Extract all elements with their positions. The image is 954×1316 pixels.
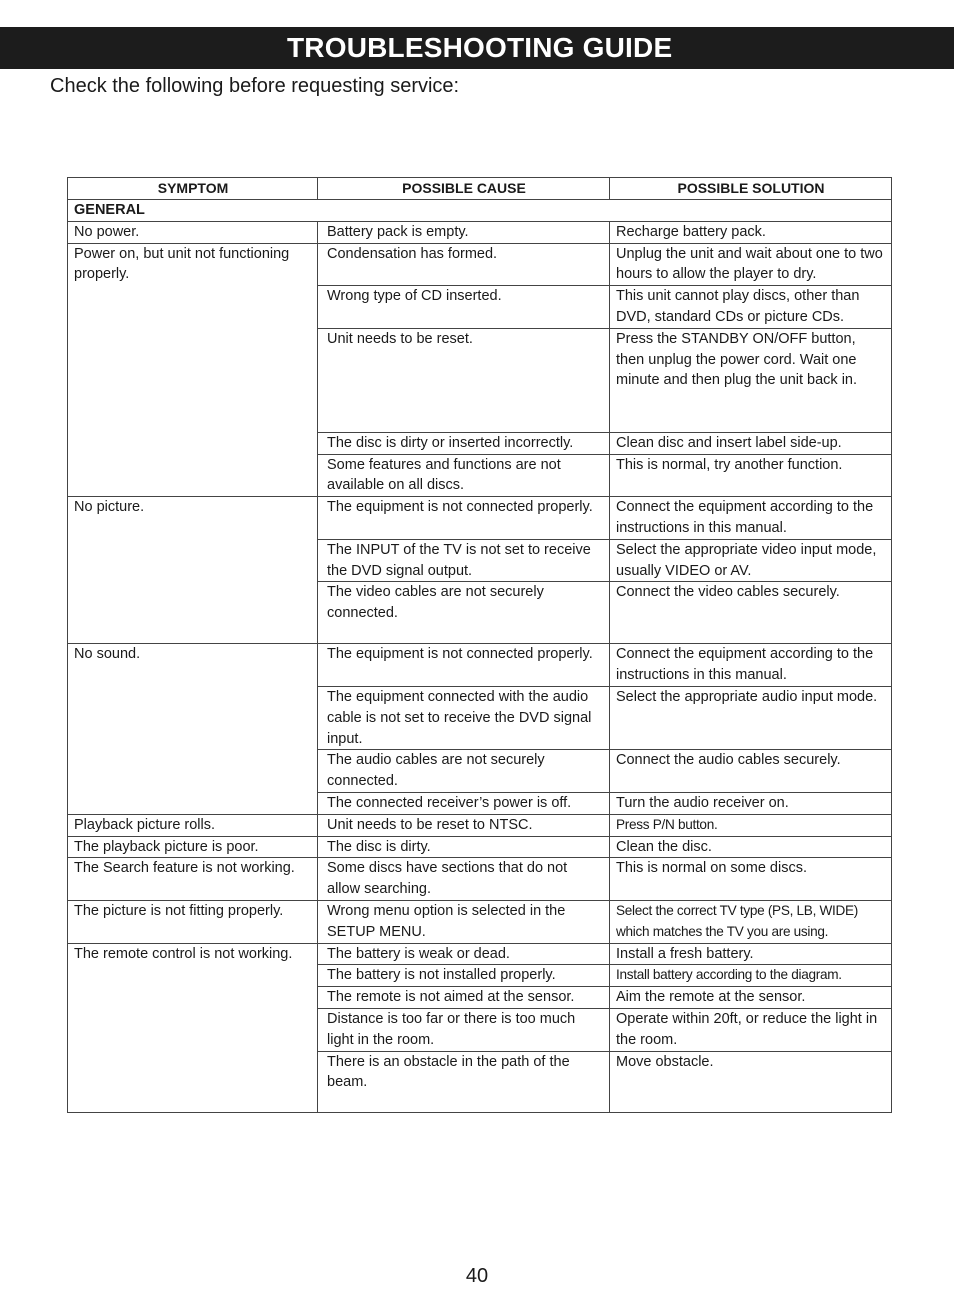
solution-cell: This is normal, try another function.: [610, 454, 892, 497]
solution-cell: Install a fresh battery.: [610, 943, 892, 965]
header-symptom: SYMPTOM: [68, 178, 318, 200]
symptom-cell: Power on, but unit not functioning properly.: [68, 243, 318, 497]
cause-cell: Battery pack is empty.: [318, 221, 610, 243]
table-row: [68, 243, 892, 286]
cause-cell: Unit needs to be reset.: [318, 328, 610, 432]
table-row: [68, 497, 892, 540]
cause-cell: The disc is dirty or inserted incorrectly.: [318, 432, 610, 454]
cause-cell: The equipment is not connected properly.: [318, 497, 610, 540]
cause-cell: Some discs have sections that do not allow searching.: [318, 858, 610, 901]
cause-cell: The INPUT of the TV is not set to receive the DVD signal output.: [318, 539, 610, 582]
solution-cell: Select the correct TV type (PS, LB, WIDE) which matches the TV you are using.: [610, 900, 892, 943]
cause-cell: Wrong menu option is selected in the SETUP MENU.: [318, 900, 610, 943]
cause-cell: The connected receiver’s power is off.: [318, 792, 610, 814]
page-number: 40: [465, 1265, 489, 1287]
cause-cell: The battery is not installed properly.: [318, 965, 610, 987]
table-header-row: [68, 178, 892, 200]
solution-cell: Aim the remote at the sensor.: [610, 987, 892, 1009]
cause-cell: Distance is too far or there is too much light in the room.: [318, 1008, 610, 1051]
solution-cell: Clean the disc.: [610, 836, 892, 858]
solution-cell: Turn the audio receiver on.: [610, 792, 892, 814]
solution-cell: Clean disc and insert label side-up.: [610, 432, 892, 454]
cause-cell: The audio cables are not securely connected.: [318, 750, 610, 793]
solution-cell: Select the appropriate video input mode, usually VIDEO or AV.: [610, 539, 892, 582]
cause-cell: Unit needs to be reset to NTSC.: [318, 814, 610, 836]
solution-cell: Install battery according to the diagram.: [610, 965, 892, 987]
page-subtitle: Check the following before requesting service:: [50, 75, 460, 97]
solution-cell: Connect the audio cables securely.: [610, 750, 892, 793]
solution-cell: Connect the equipment according to the instructions in this manual.: [610, 644, 892, 687]
solution-cell: Press the STANDBY ON/OFF button, then unplug the power cord. Wait one minute and then plug the unit back in.: [610, 328, 892, 432]
table-row: [68, 943, 892, 965]
symptom-cell: No power.: [68, 221, 318, 243]
cause-cell: The disc is dirty.: [318, 836, 610, 858]
table-row: [68, 814, 892, 836]
section-general: GENERAL: [68, 200, 892, 222]
cause-cell: The video cables are not securely connected.: [318, 582, 610, 644]
solution-cell: This is normal on some discs.: [610, 858, 892, 901]
solution-cell: Connect the video cables securely.: [610, 582, 892, 644]
cause-cell: Some features and functions are not available on all discs.: [318, 454, 610, 497]
symptom-cell: No sound.: [68, 644, 318, 814]
table-row: [68, 644, 892, 687]
solution-cell: Move obstacle.: [610, 1051, 892, 1112]
symptom-cell: The Search feature is not working.: [68, 858, 318, 901]
header-solution: POSSIBLE SOLUTION: [610, 178, 892, 200]
symptom-cell: The picture is not fitting properly.: [68, 900, 318, 943]
cause-cell: Condensation has formed.: [318, 243, 610, 286]
cause-cell: There is an obstacle in the path of the beam.: [318, 1051, 610, 1112]
cause-cell: Wrong type of CD inserted.: [318, 286, 610, 329]
page-title: TROUBLESHOOTING GUIDE: [0, 27, 954, 69]
solution-cell: Recharge battery pack.: [610, 221, 892, 243]
solution-cell: Select the appropriate audio input mode.: [610, 686, 892, 749]
table-row: [68, 836, 892, 858]
cause-cell: The remote is not aimed at the sensor.: [318, 987, 610, 1009]
cause-cell: The battery is weak or dead.: [318, 943, 610, 965]
cause-cell: The equipment is not connected properly.: [318, 644, 610, 687]
solution-cell: Press P/N button.: [610, 814, 892, 836]
symptom-cell: The remote control is not working.: [68, 943, 318, 1112]
table-row: [68, 221, 892, 243]
solution-cell: This unit cannot play discs, other than DVD, standard CDs or picture CDs.: [610, 286, 892, 329]
solution-cell: Operate within 20ft, or reduce the light in the room.: [610, 1008, 892, 1051]
solution-cell: Connect the equipment according to the instructions in this manual.: [610, 497, 892, 540]
symptom-cell: Playback picture rolls.: [68, 814, 318, 836]
symptom-cell: No picture.: [68, 497, 318, 644]
cause-cell: The equipment connected with the audio cable is not set to receive the DVD signal input.: [318, 686, 610, 749]
section-row: [68, 200, 892, 222]
troubleshooting-table: [67, 177, 892, 1113]
solution-cell: Unplug the unit and wait about one to two hours to allow the player to dry.: [610, 243, 892, 286]
table-row: [68, 900, 892, 943]
symptom-cell: The playback picture is poor.: [68, 836, 318, 858]
table-row: [68, 858, 892, 901]
header-cause: POSSIBLE CAUSE: [318, 178, 610, 200]
